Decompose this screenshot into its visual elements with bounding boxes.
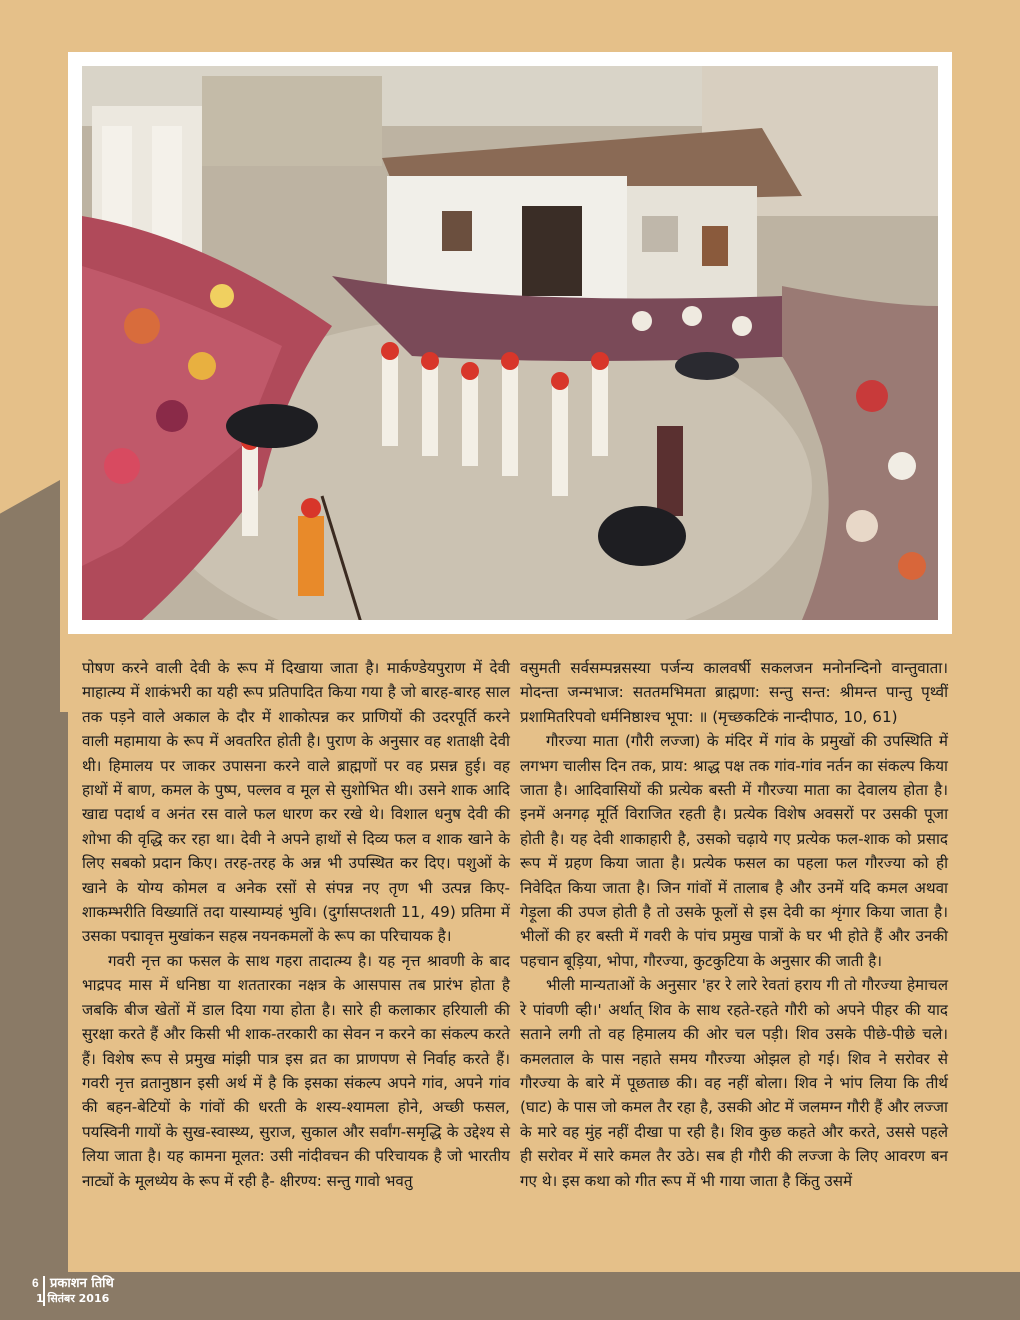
festival-photo [82,66,938,620]
paragraph: भीली मान्यताओं के अनुसार 'हर रे लारे रेवतां हराय गी तो गौरज्या हेमाचल रे पांवणी व्ही।' अर्थात् शिव के साथ रहते-रहते गौरी को अपने पीहर की याद सताने लगी तो वह हिमालय की ओर चल पड़ी। शिव उसके पीछे-पीछे चले। कमलताल के पास नहाते समय गौरज्या ओझल हो गई। शिव ने सरोवर से गौरज्या के बारे में पूछताछ की। वह नहीं बोला। शिव ने भांप लिया कि तीर्थ (घाट) के पास जो कमल तैर रहा है, उसकी ओट में जलमग्न गौरी हैं और लज्जा के मारे वह मुंह नहीं दीखा पा रही है। शिव कुछ कहते और करते, उससे पहले ही सरोवर में सारे कमल तैर उठे। सब ही गौरी की लज्जा के लिए आवरण बन गए थे। इस कथा को गीत रूप में भी गाया जाता है किंतु उसमें [520,976,948,1190]
decorative-band-left-lower [0,712,68,1272]
decorative-band-left [0,480,60,720]
text-column-left [82,656,510,1193]
paragraph: पोषण करने वाली देवी के रूप में दिखाया जाता है। मार्कण्डेयपुराण में देवी माहात्म्य में शाकंभरी का यही रूप प्रतिपादित किया गया है जो बारह-बारह साल तक पड़ने वाले अकाल के दौर में शाकोत्पन्न कर प्राणियों की उदरपूर्ति करने वाली महामाया के रूप में अवतरित होती है। पुराण के अनुसार वह शताक्षी देवी थी। हिमालय पर जाकर उपासना करने वाले ब्राह्मणों पर वह प्रसन्न हुई। वह हाथों में बाण, कमल के पुष्प, पल्लव व मूल से सुशोभित थी। उसने शाक आदि खाद्य पदार्थ व अनंत रस वाले फल धारण कर रखे थे। विशाल धनुष देवी की शोभा की वृद्धि कर रहा था। देवी ने अपने हाथों से दिव्य फल व शाक खाने के लिए सबको प्रदान किए। तरह-तरह के अन्न भी उपस्थित कर दिए। पशुओं के खाने के योग्य कोमल व अनेक रसों से संपन्न नए तृण भी उत्पन्न किए- शाकम्भरीति विख्यातिं तदा यास्याम्यहं भुवि। (दुर्गासप्तशती 11, 49) प्रतिमा में उसका पद्मावृत्त मुखांकन सहस्र नयनकमलों के रूप का परिचायक है। [82,659,510,946]
publication-title: प्रकाशन तिथि [50,1276,114,1291]
paragraph: वसुमती सर्वसम्पन्नसस्या पर्जन्य कालवर्षी सकलजन मनोनन्दिनो वान्तुवाता। मोदन्ता जन्मभाज: सततमभिमता ब्राह्मणा: सन्तु सन्त: श्रीमन्त पान्तु पृथ्वीं प्रशामितरिपवो धर्मनिष्ठाश्च भूपा: ॥ (मृच्छकटिकं नान्दीपाठ, 10, 61) [520,659,948,726]
page-number: 6 [32,1276,39,1290]
paragraph: गवरी नृत्त का फसल के साथ गहरा तादात्म्य है। यह नृत्त श्रावणी के बाद भाद्रपद मास में धनिष्ठा या शततारका नक्षत्र के आसपास तब प्रारंभ होता है जबकि बीज खेतों में डाल दिया गया होता है। सारे ही कलाकार हरियाली की सुरक्षा करते हैं और किसी भी शाक-तरकारी का सेवन न करने का संकल्प करते हैं। विशेष रूप से प्रमुख मांझी पात्र इस व्रत का प्राणपण से निर्वाह करते हैं। गवरी नृत्त व्रतानुष्ठान इसी अर्थ में है कि इसका संकल्प अपने गांव, अपने गांव की बहन-बेटियों के गांवों की धरती के शस्य-श्यामला होने, अच्छी फसल, पयस्विनी गायों के सुख-स्वास्थ्य, सुराज, सुकाल और सर्वांग-समृद्धि के उद्देश्य से लिया जाता है। यह कामना मूलत: उसी नांदीवचन की परिचायक है जो भारतीय नाट्यों के मूलध्येय के रूप में रही है- क्षीरण्य: सन्तु गावो भवतु [82,951,510,1190]
footer-band [0,1272,1020,1320]
photo-frame [68,52,952,634]
photo-illustration [82,66,938,620]
text-column-right [520,656,948,1193]
paragraph: गौरज्या माता (गौरी लज्जा) के मंदिर में गांव के प्रमुखों की उपस्थिति में लगभग चालीस दिन तक, प्राय: श्राद्ध पक्ष तक गांव-गांव नर्तन का संकल्प किया जाता है। आदिवासियों की प्रत्येक बस्ती में गौरज्या माता का देवालय होता है। इनमें अनगढ़ मूर्ति विराजित रहती है। प्रत्येक विशेष अवसरों पर उसकी पूजा होती है। यह देवी शाकाहारी है, उसको चढ़ाये गए प्रत्येक फल-शाक को प्रसाद रूप में ग्रहण किया जाता है। प्रत्येक फसल का पहला फल गौरज्या को ही निवेदित किया जाता है। जिन गांवों में तालाब है और उनमें यदि कमल अथवा गेड़ूला की उपज होती है तो उसके फूलों से इस देवी का शृंगार किया जाता है। भीलों की हर बस्ती में गवरी के पांच प्रमुख पात्रों के घर भी होते हैं और उनकी पहचान बूड़िया, भोपा, गौरज्या, कुटकुटिया के अनुसार की जाती है। [520,732,948,970]
publication-date: 1 सितंबर 2016 [36,1292,110,1305]
